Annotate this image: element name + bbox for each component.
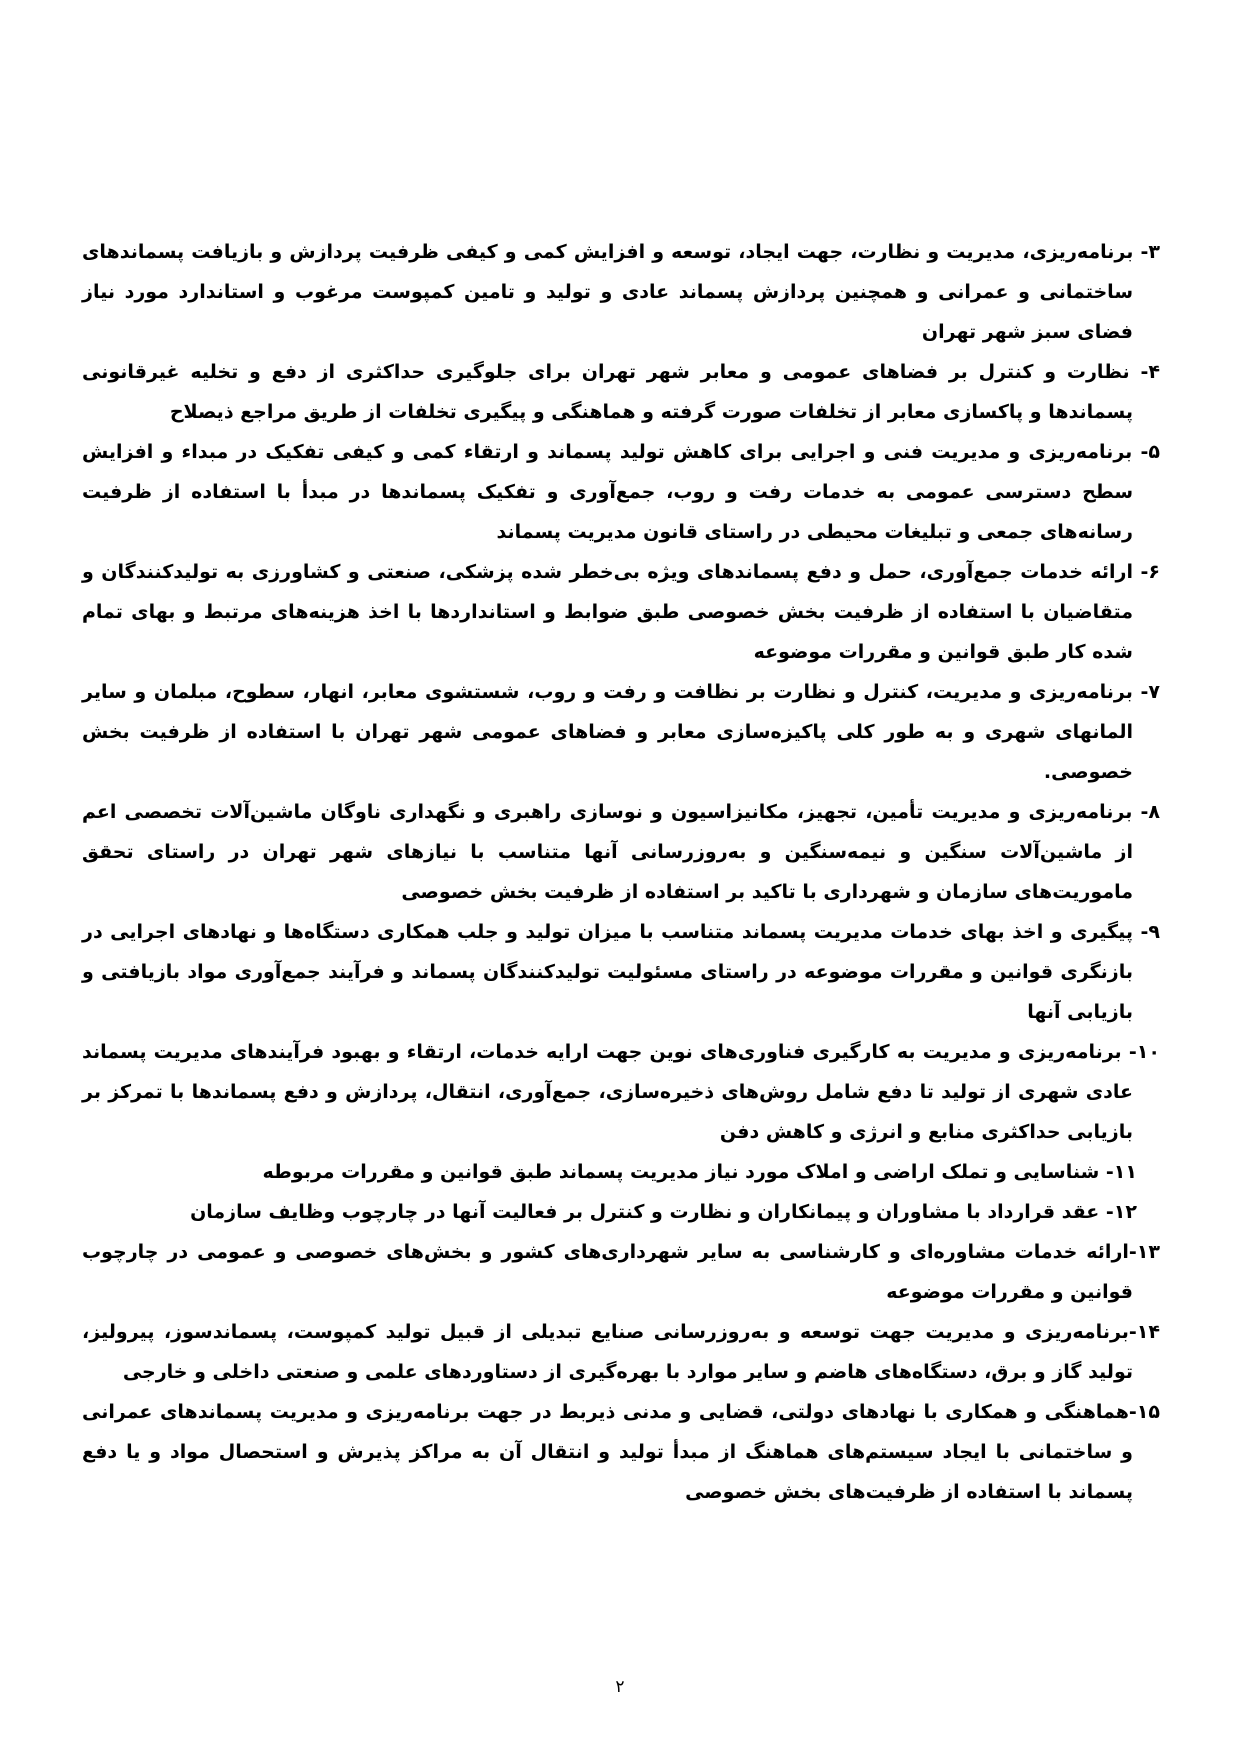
list-item: ۱۴-برنامه‌ریزی و مدیریت جهت توسعه و به‌روزرسانی صنایع تبدیلی از قبیل تولید کمپوست، پسماندسوز، پیرولیز، تولید گاز و برق، دستگاه‌های هاضم و سایر موارد با بهره‌گیری از دستاوردهای علمی و صنعتی داخلی و خارجی — [82, 1321, 1160, 1383]
list-item: ۸- برنامه‌ریزی و مدیریت تأمین، تجهیز، مکانیزاسیون و نوسازی راهبری و نگهداری ناوگان ماشین‌آلات تخصصی اعم از ماشین‌آلات سنگین و نیمه‌سنگین و به‌روزرسانی آنها متناسب با نیازهای شهر تهران در راستای تحقق ماموریت‌های سازمان و شهرداری با تاکید بر استفاده از ظرفیت بخش خصوصی — [82, 801, 1160, 903]
list-item: ۶- ارائه خدمات جمع‌آوری، حمل و دفع پسماندهای ویژه بی‌خطر شده پزشکی، صنعتی و کشاورزی به تولیدکنندگان و متقاضیان با استفاده از ظرفیت بخش خصوصی طبق ضوابط و استانداردها با اخذ هزینه‌های مرتبط و بهای تمام شده کار طبق قوانین و مقررات موضوعه — [82, 561, 1160, 663]
list-item: ۱۱- شناسایی و تملک اراضی و املاک مورد نیاز مدیریت پسماند طبق قوانین و مقررات مربوطه — [262, 1161, 1137, 1183]
list-item: ۴- نظارت و کنترل بر فضاهای عمومی و معابر شهر تهران برای جلوگیری حداکثری از دفع و تخلیه غیرقانونی پسماندها و پاکسازی معابر از تخلفات صورت گرفته و هماهنگی و پیگیری تخلفات از طریق مراجع ذیصلاح — [82, 361, 1160, 423]
page-number: ۲ — [615, 1677, 625, 1697]
list-item: ۳- برنامه‌ریزی، مدیریت و نظارت، جهت ایجاد، توسعه و افزایش کمی و کیفی ظرفیت پردازش و بازیافت پسماندهای ساختمانی و عمرانی و همچنین پردازش پسماند عادی و تولید و تامین کمپوست مرغوب و استاندارد مورد نیاز فضای سبز شهر تهران — [82, 241, 1160, 343]
list-item: ۱۵-هماهنگی و همکاری با نهادهای دولتی، قضایی و مدنی ذیربط در جهت برنامه‌ریزی و مدیریت پسماندهای عمرانی و ساختمانی با ایجاد سیستم‌های هماهنگ از مبدأ تولید و انتقال آن به مراکز پذیرش و استحصال مواد و یا دفع پسماند با استفاده از ظرفیت‌های بخش خصوصی — [82, 1401, 1160, 1503]
duties-list — [82, 232, 1160, 1512]
list-item: ۵- برنامه‌ریزی و مدیریت فنی و اجرایی برای کاهش تولید پسماند و ارتقاء کمی و کیفی تفکیک در مبداء و افزایش سطح دسترسی عمومی به خدمات رفت و روب، جمع‌آوری و تفکیک پسماندها در مبدأ با استفاده از ظرفیت رسانه‌های جمعی و تبلیغات محیطی در راستای قانون مدیریت پسماند — [82, 441, 1160, 543]
list-item: ۹- پیگیری و اخذ بهای خدمات مدیریت پسماند متناسب با میزان تولید و جلب همکاری دستگاه‌ها و نهادهای اجرایی در بازنگری قوانین و مقررات موضوعه در راستای مسئولیت تولیدکنندگان پسماند و فرآیند جمع‌آوری مواد بازیافتی و بازیابی آنها — [82, 921, 1160, 1023]
list-item: ۱۲- عقد قرارداد با مشاوران و پیمانکاران و نظارت و کنترل بر فعالیت آنها در چارچوب وظایف سازمان — [190, 1201, 1137, 1223]
list-item: ۷- برنامه‌ریزی و مدیریت، کنترل و نظارت بر نظافت و رفت و روب، شستشوی معابر، انهار، سطوح، مبلمان و سایر المانهای شهری و به طور کلی پاکیزه‌سازی معابر و فضاهای عمومی شهر تهران با استفاده از ظرفیت بخش خصوصی. — [82, 681, 1160, 783]
list-item: ۱۰- برنامه‌ریزی و مدیریت به کارگیری فناوری‌های نوین جهت ارایه خدمات، ارتقاء و بهبود فرآیندهای مدیریت پسماند عادی شهری از تولید تا دفع شامل روش‌های ذخیره‌سازی، جمع‌آوری، انتقال، پردازش و دفع پسماندها با تمرکز بر بازیابی حداکثری منابع و انرژی و کاهش دفن — [82, 1041, 1160, 1143]
list-item: ۱۳-ارائه خدمات مشاوره‌ای و کارشناسی به سایر شهرداری‌های کشور و بخش‌های خصوصی و عمومی در چارچوب قوانین و مقررات موضوعه — [82, 1241, 1160, 1303]
